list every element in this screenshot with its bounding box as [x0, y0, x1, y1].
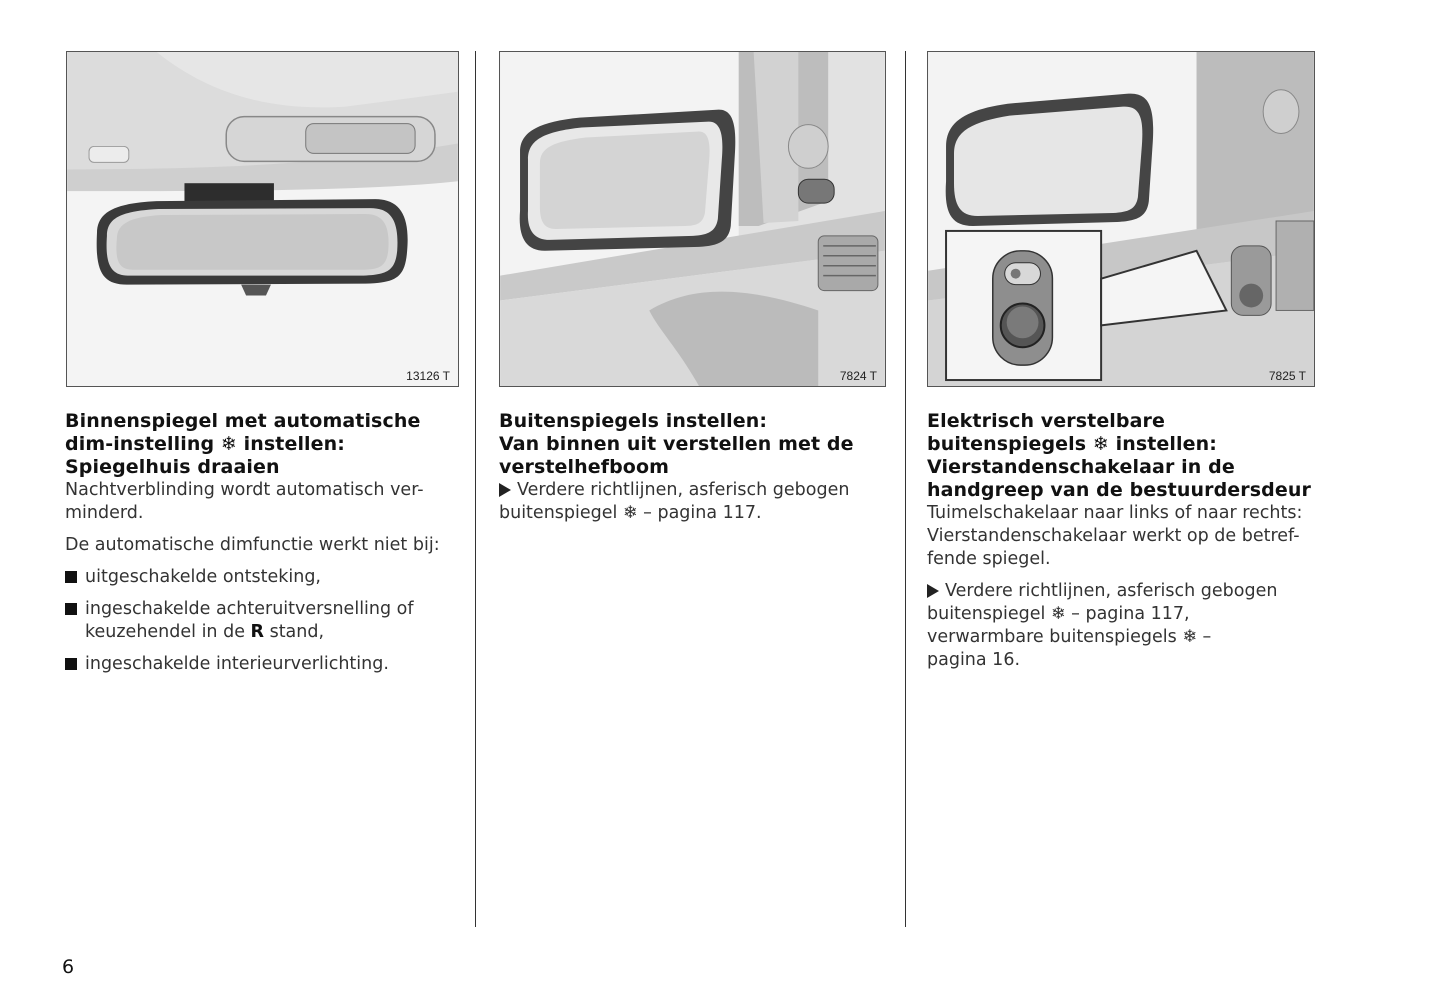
section-heading: Elektrisch verstelbare buitenspiegels ❄ instellen: Vierstandenschakelaar in de handgreep van de bestuurdersdeur [927, 410, 1311, 501]
paragraph: Tuimelschakelaar naar links of naar rechts: Vierstandenschakelaar werkt op de betref- fende spiegel. [927, 503, 1303, 569]
figure-code: 7824 T [839, 369, 877, 383]
figure-outer-mirror-manual [499, 51, 886, 387]
section-heading: Binnenspiegel met automatische dim-instelling ❄ instellen: Spiegelhuis draaien [65, 410, 421, 478]
cross-reference: Verdere richtlijnen, asferisch gebogen buitenspiegel ❄ – pagina 117, verwarmbare buitenspiegels ❄ – pagina 16. [927, 581, 1278, 670]
outer-mirror-manual-illustration [500, 52, 885, 386]
figure-code: 7825 T [1268, 369, 1306, 383]
figure-outer-mirror-electric [927, 51, 1315, 387]
column-divider [475, 51, 476, 927]
figure-code: 13126 T [406, 369, 450, 383]
paragraph: Nachtverblinding wordt automatisch ver- minderd. [65, 480, 424, 523]
list-item: ingeschakelde interieurverlichting. [65, 653, 465, 676]
bullet-square-icon [65, 658, 77, 670]
bullet-square-icon [65, 603, 77, 615]
section-heading: Buitenspiegels instellen: Van binnen uit verstellen met de verstelhefboom [499, 410, 854, 478]
section-outer-mirror-electric [927, 410, 1327, 672]
arrow-right-icon [499, 483, 511, 497]
list-item: uitgeschakelde ontsteking, [65, 566, 465, 589]
list-item: ingeschakelde achteruitversnelling of keuzehendel in de R stand, [65, 598, 465, 644]
inner-mirror-illustration [67, 52, 458, 386]
figure-inner-mirror [66, 51, 459, 387]
outer-mirror-electric-illustration [928, 52, 1314, 386]
page-number: 6 [62, 956, 75, 978]
section-inner-mirror [65, 410, 465, 676]
arrow-right-icon [927, 584, 939, 598]
paragraph: De automatische dimfunctie werkt niet bij: [65, 535, 440, 555]
bullet-square-icon [65, 571, 77, 583]
cross-reference: Verdere richtlijnen, asferisch gebogen buitenspiegel ❄ – pagina 117. [499, 480, 850, 523]
section-outer-mirror-manual [499, 410, 889, 525]
column-divider [905, 51, 906, 927]
